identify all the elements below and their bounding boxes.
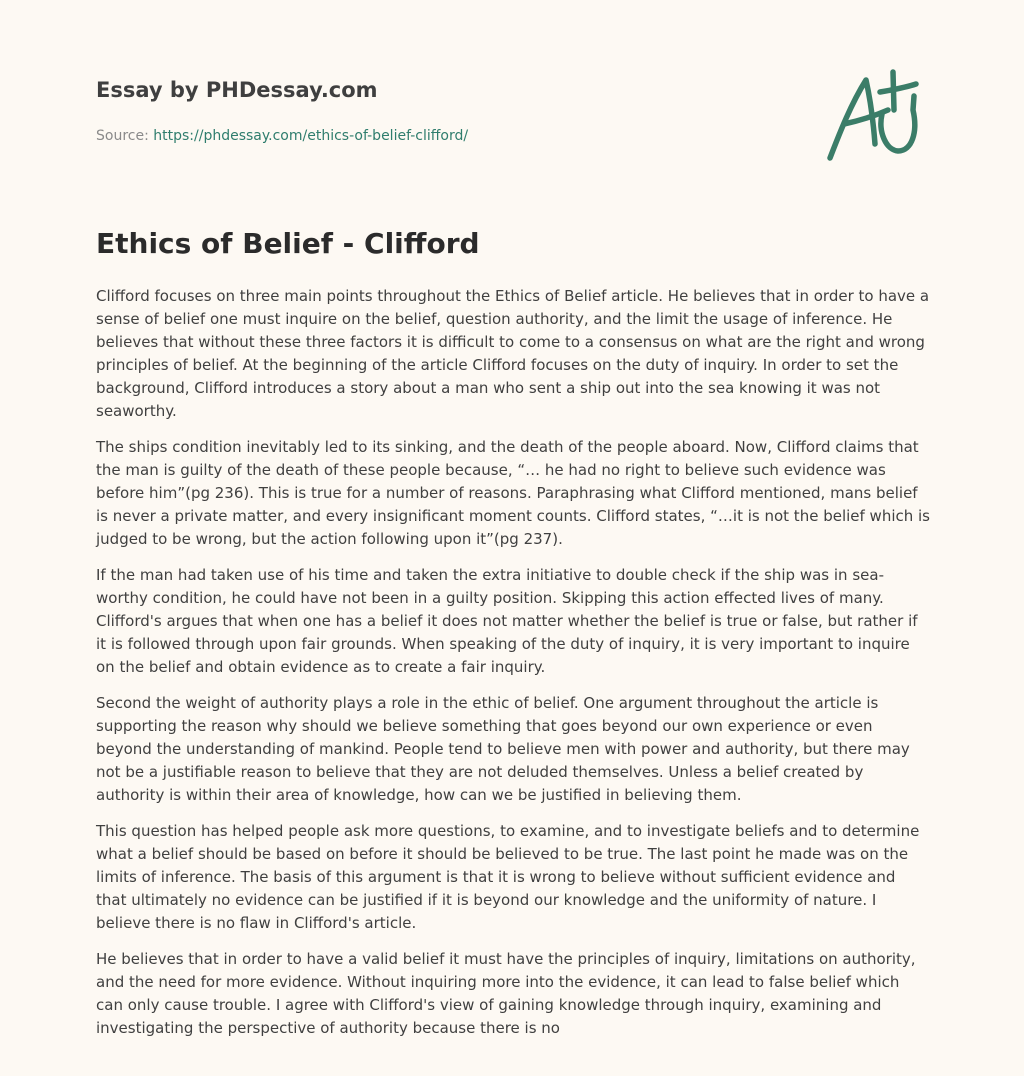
- essay-paragraph: Second the weight of authority plays a role in the ethic of belief. One argument throughout the article is supporting the reason why should we believe something that goes beyond our own experience or even beyond the understanding of mankind. People tend to believe men with power and authority, but there may not be a justifiable reason to believe that they are not deluded themselves. Unless a belief created by authority is within their area of knowledge, how can we be justified in believing them.: [96, 694, 910, 804]
- source-label: Source:: [96, 128, 149, 144]
- page-header: [96, 76, 696, 146]
- essay-paragraph: The ships condition inevitably led to its sinking, and the death of the people aboard. Now, Clifford claims that the man is guilty of the death of these people because, “… he had no right to believe such evidence was before him”(pg 236). This is true for a number of reasons. Paraphrasing what Clifford mentioned, mans belief is never a private matter, and every insignificant moment counts. Clifford states, “…it is not the belief which is judged to be wrong, but the action following upon it”(pg 237).: [96, 438, 931, 548]
- source-line: [96, 126, 696, 146]
- essay-paragraph: Clifford focuses on three main points throughout the Ethics of Belief article. He believes that in order to have a sense of belief one must inquire on the belief, question authority, and the limit the usage of inference. He believes that without these three factors it is difficult to come to a consensus on what are the right and wrong principles of belief. At the beginning of the article Clifford focuses on the duty of inquiry. In order to set the background, Clifford introduces a story about a man who sent a ship out into the sea knowing it was not seaworthy.: [96, 287, 930, 420]
- essay-title: Ethics of Belief - Clifford: [96, 227, 480, 260]
- essay-paragraph: If the man had taken use of his time and taken the extra initiative to double check if the ship was in sea-worthy condition, he could have not been in a guilty position. Skipping this action effected lives of many. Clifford's argues that when one has a belief it does not matter whether the belief is true or false, but rather if it is followed through upon fair grounds. When speaking of the duty of inquiry, it is very important to inquire on the belief and obtain evidence as to create a fair inquiry.: [96, 566, 918, 676]
- essay-body: [96, 285, 930, 1053]
- essay-paragraph: He believes that in order to have a valid belief it must have the principles of inquiry, limitations on authority, and the need for more evidence. Without inquiring more into the evidence, it can lead to false belief which can only cause trouble. I agree with Clifford's view of gaining knowledge through inquiry, examining and investigating the perspective of authority because there is no: [96, 950, 916, 1037]
- a-plus-icon: [818, 66, 930, 166]
- essay-paragraph: This question has helped people ask more questions, to examine, and to investigate beliefs and to determine what a belief should be based on before it should be believed to be true. The last point he made was on the limits of inference. The basis of this argument is that it is wrong to believe without sufficient evidence and that ultimately no evidence can be justified if it is beyond our knowledge and the uniformity of nature. I believe there is no flaw in Clifford's article.: [96, 822, 920, 932]
- source-link[interactable]: https://phdessay.com/ethics-of-belief-clifford/: [153, 128, 469, 144]
- site-brand: Essay by PHDessay.com: [96, 78, 378, 102]
